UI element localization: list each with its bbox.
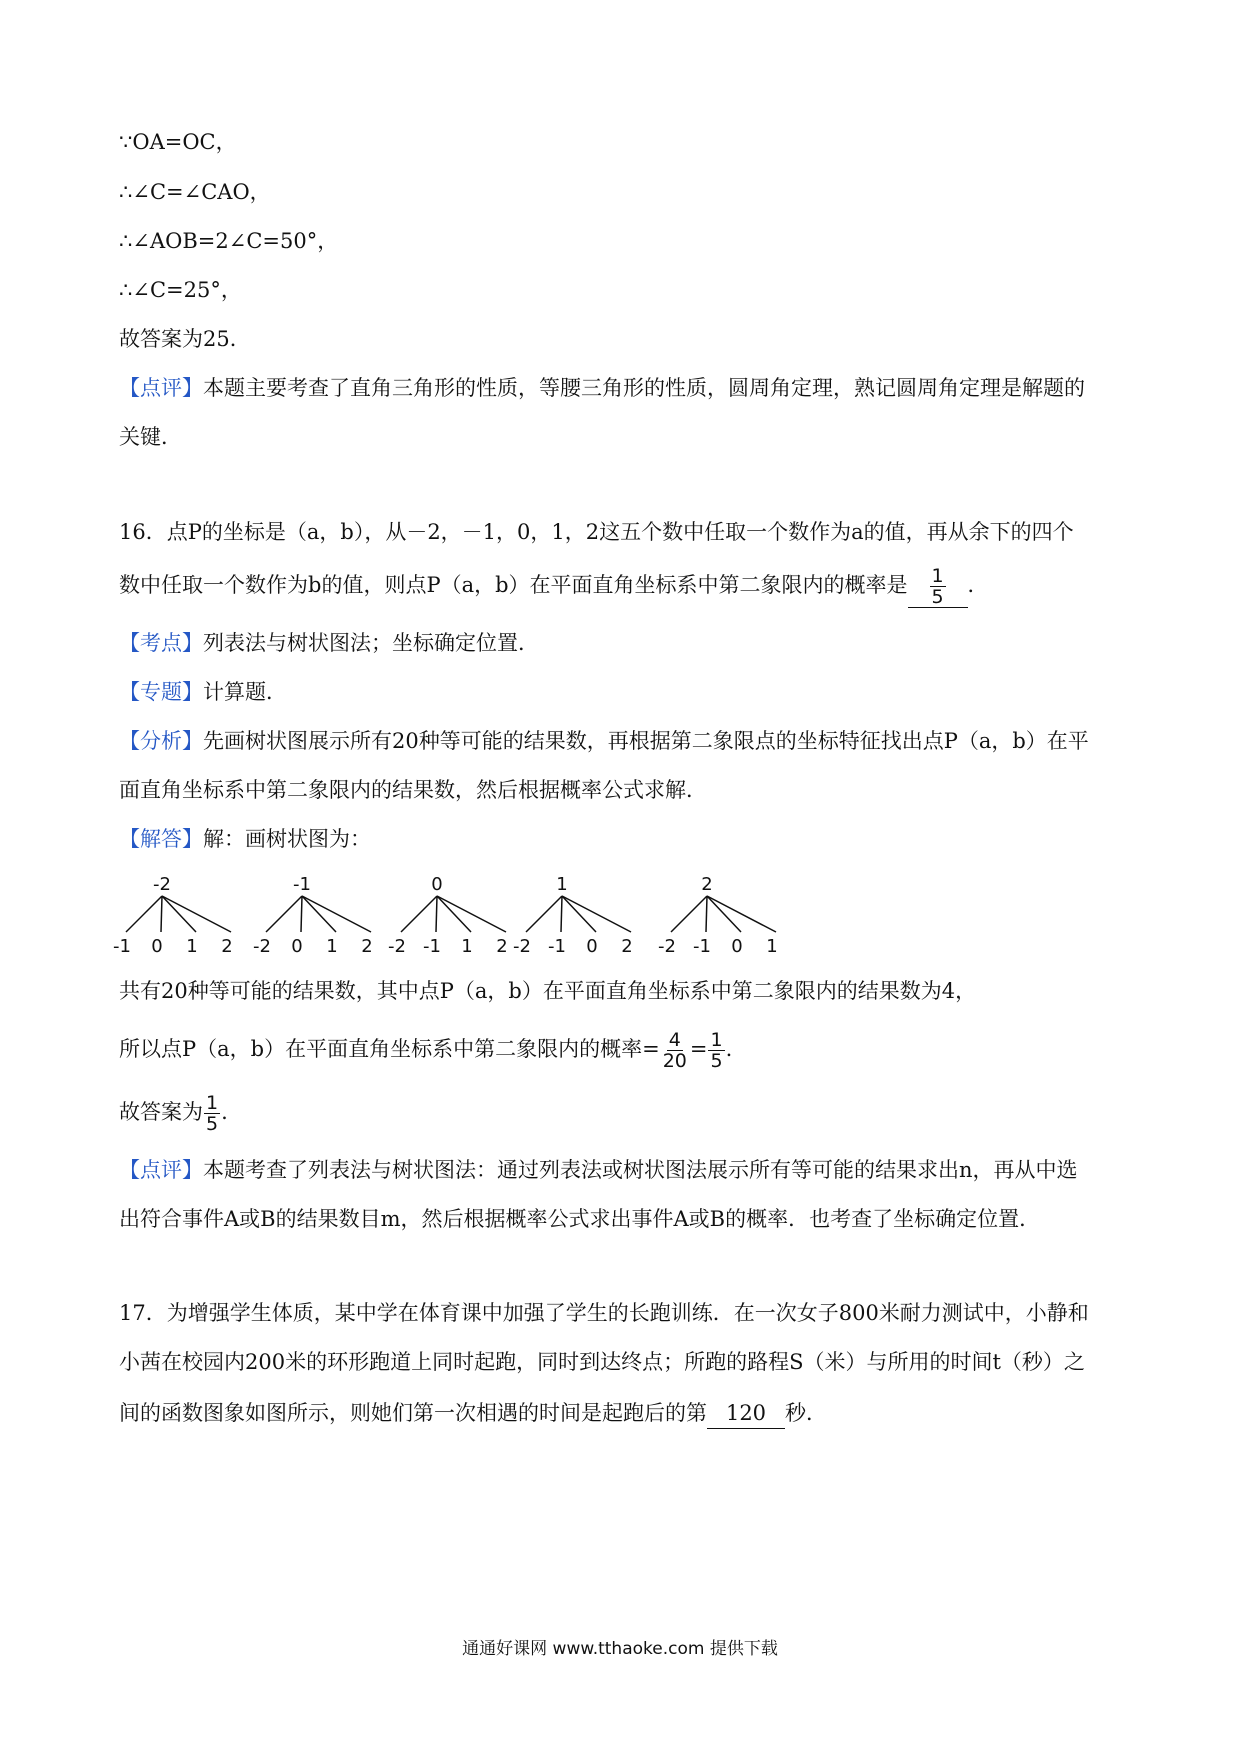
fraction-1-5: $\frac{1}{5}$: [710, 1029, 723, 1072]
answer-fraction: $\frac{1}{5}$: [931, 565, 944, 608]
zhuanti-line: [119, 677, 287, 707]
q17-stem-line-1: 17．为增强学生体质，某中学在体育课中加强了学生的长跑训练．在一次女子800米耐力测试中，小静和: [119, 1301, 1089, 1325]
tree-group-2: [388, 874, 508, 957]
q16-answer-blank: [908, 566, 968, 608]
q15-comment-line-1: [119, 373, 1085, 403]
fraction-4-20: $\frac{4}{20}$: [662, 1029, 687, 1072]
proof-line-5: 故答案为25．: [119, 327, 251, 351]
tree-branch: [707, 896, 741, 932]
zhuanti-text: 计算题．: [203, 680, 287, 704]
tree-leaf-label: 0: [291, 936, 303, 957]
tree-leaf-label: -1: [693, 936, 711, 957]
tree-branch: [162, 896, 196, 932]
tree-leaf-label: 1: [766, 936, 778, 957]
q15-comment-line-2: 关键．: [119, 425, 182, 449]
zhuanti-tag: 【专题】: [119, 680, 203, 704]
tree-branch: [671, 896, 707, 932]
q17-stem-end: 秒．: [785, 1401, 827, 1425]
tree-leaf-label: 1: [186, 936, 198, 957]
tree-leaf-label: 2: [621, 936, 633, 957]
proof-line-2: ∴∠C=∠CAO，: [119, 180, 271, 204]
tree-leaf-label: 1: [461, 936, 473, 957]
dianping-tag: 【点评】: [119, 1158, 203, 1182]
tree-branch: [161, 896, 162, 932]
period: .: [725, 1037, 733, 1061]
tree-branch: [162, 896, 231, 932]
tree-root-label: 2: [701, 874, 713, 895]
tree-branch: [437, 896, 506, 932]
tree-root-label: -1: [293, 874, 311, 895]
tree-root-label: 0: [431, 874, 443, 895]
fenxi-text: 先画树状图展示所有20种等可能的结果数，再根据第二象限点的坐标特征找出点P（a，b）在平: [203, 729, 1089, 753]
comment-text: 本题主要考查了直角三角形的性质，等腰三角形的性质，圆周角定理，熟记圆周角定理是解题的: [203, 376, 1085, 400]
tree-group-4: [658, 874, 778, 957]
q16-stem-line-1: 16．点P的坐标是（a，b），从－2，－1，0，1，2这五个数中任取一个数作为a的值，再从余下的四个: [119, 520, 1074, 544]
jieda-text: 解：画树状图为：: [203, 827, 371, 851]
tree-branch: [126, 896, 162, 932]
fenxi-line-1: [119, 726, 1089, 756]
jieda-line: [119, 824, 371, 854]
proof-line-3: ∴∠AOB=2∠C=50°，: [119, 229, 339, 253]
comment-tag: 【点评】: [119, 376, 203, 400]
fenxi-line-2: 面直角坐标系中第二象限内的结果数，然后根据概率公式求解．: [119, 778, 707, 802]
kaodian-line: [119, 628, 539, 658]
tree-branch: [706, 896, 707, 932]
tree-branch: [526, 896, 562, 932]
tree-leaf-label: -2: [388, 936, 406, 957]
tree-leaf-label: -1: [548, 936, 566, 957]
tree-branch: [301, 896, 302, 932]
proof-line-1: ∵OA=OC，: [119, 130, 237, 154]
q17-stem-line-3: [119, 1398, 827, 1429]
tree-leaf-label: 2: [496, 936, 508, 957]
final-text: 故答案为: [119, 1100, 203, 1124]
tree-branch: [562, 896, 631, 932]
dianping-text: 本题考查了列表法与树状图法：通过列表法或树状图法展示所有等可能的结果求出n，再从中选: [203, 1158, 1078, 1182]
q16-stem-text: 数中任取一个数作为b的值，则点P（a，b）在平面直角坐标系中第二象限内的概率是: [119, 573, 908, 597]
tree-leaf-label: 1: [326, 936, 338, 957]
tree-leaf-label: -2: [658, 936, 676, 957]
tree-leaf-label: 0: [151, 936, 163, 957]
q16-comment-line-1: [119, 1155, 1078, 1185]
tree-branch: [437, 896, 471, 932]
tree-branch: [561, 896, 562, 932]
q16-final-line: 故答案为 $\frac{1}{5}$ .: [119, 1092, 228, 1135]
q17-stem-line-2: 小茜在校园内200米的环形跑道上同时起跑，同时到达终点；所跑的路程S（米）与所用的时间t（秒）之: [119, 1350, 1085, 1374]
tree-group-0: [113, 874, 233, 957]
tree-leaf-label: -1: [423, 936, 441, 957]
tree-leaf-label: -1: [113, 936, 131, 957]
tree-diagram: [113, 870, 797, 960]
tree-leaf-label: 0: [731, 936, 743, 957]
tree-leaf-label: 0: [586, 936, 598, 957]
kaodian-tag: 【考点】: [119, 631, 203, 655]
q17-stem-text: 间的函数图象如图所示，则她们第一次相遇的时间是起跑后的第: [119, 1401, 707, 1425]
result-text: 所以点P（a，b）在平面直角坐标系中第二象限内的概率=: [119, 1037, 660, 1061]
final-fraction: $\frac{1}{5}$: [206, 1092, 219, 1135]
q16-result-line-1: 共有20种等可能的结果数，其中点P（a，b）在平面直角坐标系中第二象限内的结果数为4，: [119, 979, 977, 1003]
kaodian-text: 列表法与树状图法；坐标确定位置．: [203, 631, 539, 655]
tree-branch: [436, 896, 437, 932]
tree-leaf-label: 2: [221, 936, 233, 957]
tree-branch: [707, 896, 776, 932]
tree-branch: [401, 896, 437, 932]
tree-leaf-label: -2: [253, 936, 271, 957]
jieda-tag: 【解答】: [119, 827, 203, 851]
q16-comment-line-2: 出符合事件A或B的结果数目m，然后根据概率公式求出事件A或B的概率．也考查了坐标确定位置．: [119, 1207, 1041, 1231]
tree-branch: [302, 896, 336, 932]
tree-root-label: 1: [556, 874, 568, 895]
proof-line-4: ∴∠C=25°，: [119, 278, 242, 302]
tree-branch: [562, 896, 596, 932]
tree-group-3: [513, 874, 633, 957]
tree-branch: [302, 896, 371, 932]
tree-leaf-label: 2: [361, 936, 373, 957]
q16-stem-line-2: 数中任取一个数作为b的值，则点P（a，b）在平面直角坐标系中第二象限内的概率是 $\frac{1}{5}$ ．: [119, 565, 989, 608]
tree-root-label: -2: [153, 874, 171, 895]
q17-answer-blank: 120: [707, 1398, 785, 1429]
tree-leaf-label: -2: [513, 936, 531, 957]
tree-branch: [266, 896, 302, 932]
tree-group-1: [253, 874, 373, 957]
footer: 通通好课网 www.tthaoke.com 提供下载: [462, 1639, 778, 1659]
q16-result-line-2: [119, 1030, 732, 1071]
equals-sign: =: [689, 1037, 708, 1061]
fenxi-tag: 【分析】: [119, 729, 203, 753]
